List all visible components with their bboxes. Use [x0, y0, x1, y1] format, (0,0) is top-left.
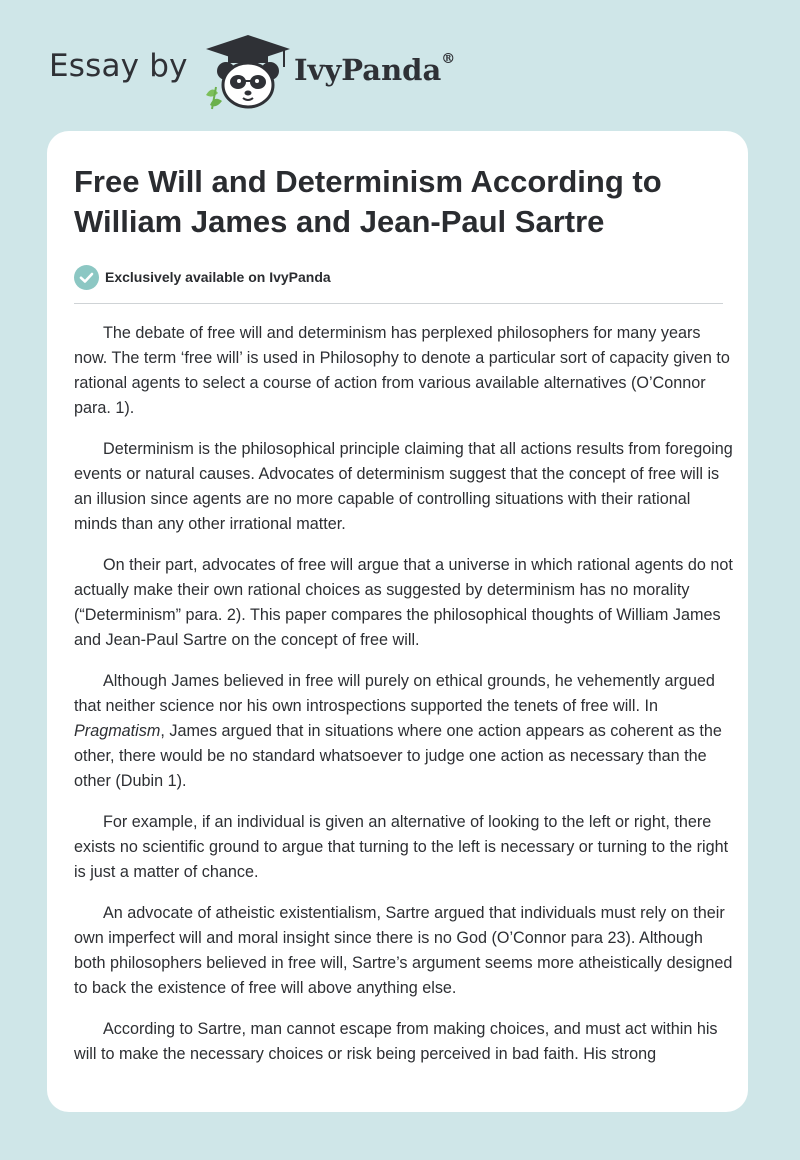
paragraph: On their part, advocates of free will argue that a universe in which rational agents do not actually make their own rational choices as suggested by determinism has no morality (“Determinism” para. 2). This paper compares the philosophical thoughts of William James and Jean-Paul Sartre on the concept of free will. [74, 556, 733, 649]
book-title: Pragmatism [74, 722, 161, 740]
essay-body [74, 321, 734, 1083]
paragraph [74, 669, 734, 794]
paragraph: For example, if an individual is given an alternative of looking to the left or right, there exists no scientific ground to argue that turning to the left is necessary or turning to the right is just a matter of chance. [74, 813, 729, 881]
badge-label: Exclusively available on IvyPanda [105, 269, 331, 285]
paragraph: An advocate of atheistic existentialism, Sartre argued that individuals must rely on their own imperfect will and moral insight since there is no God (O’Connor para 23). Although both philosophers believed in free will, Sartre’s argument seems more atheistically designed to back the existence of free will above anything else. [74, 904, 733, 997]
registered-mark: ® [441, 51, 456, 67]
paragraph: According to Sartre, man cannot escape from making choices, and must act within his will to make the necessary choices or risk being perceived in bad faith. His strong [74, 1020, 718, 1063]
paragraph: Determinism is the philosophical principle claiming that all actions results from foregoing events or natural causes. Advocates of determinism suggest that the concept of free will is an illusion since agents are no more capable of controlling situations with their rational minds than any other irrational matter. [74, 440, 733, 533]
brand-name[interactable] [294, 53, 455, 87]
paragraph-text: Although James believed in free will purely on ethical grounds, he vehemently argued that neither science nor his own introspections supported the tenets of free will. In [74, 672, 715, 715]
paragraph: The debate of free will and determinism has perplexed philosophers for many years now. The term ‘free will’ is used in Philosophy to denote a particular sort of capacity given to rational agents to select a course of action from various available alternatives (O’Connor para. 1). [74, 324, 730, 417]
site-header [0, 0, 800, 130]
paragraph-text: , James argued that in situations where one action appears as coherent as the other, there would be no standard whatsoever to judge one action as necessary than the other (Dubin 1). [74, 722, 722, 790]
panda-graduate-icon[interactable] [198, 33, 298, 111]
exclusive-badge [74, 264, 331, 290]
brand-text: IvyPanda [294, 53, 442, 87]
page-title: Free Will and Determinism According to William James and Jean-Paul Sartre [74, 164, 662, 239]
essay-by-label: Essay by [49, 48, 188, 84]
check-circle-icon [74, 265, 99, 290]
divider [74, 303, 723, 304]
essay-card [47, 131, 748, 1112]
